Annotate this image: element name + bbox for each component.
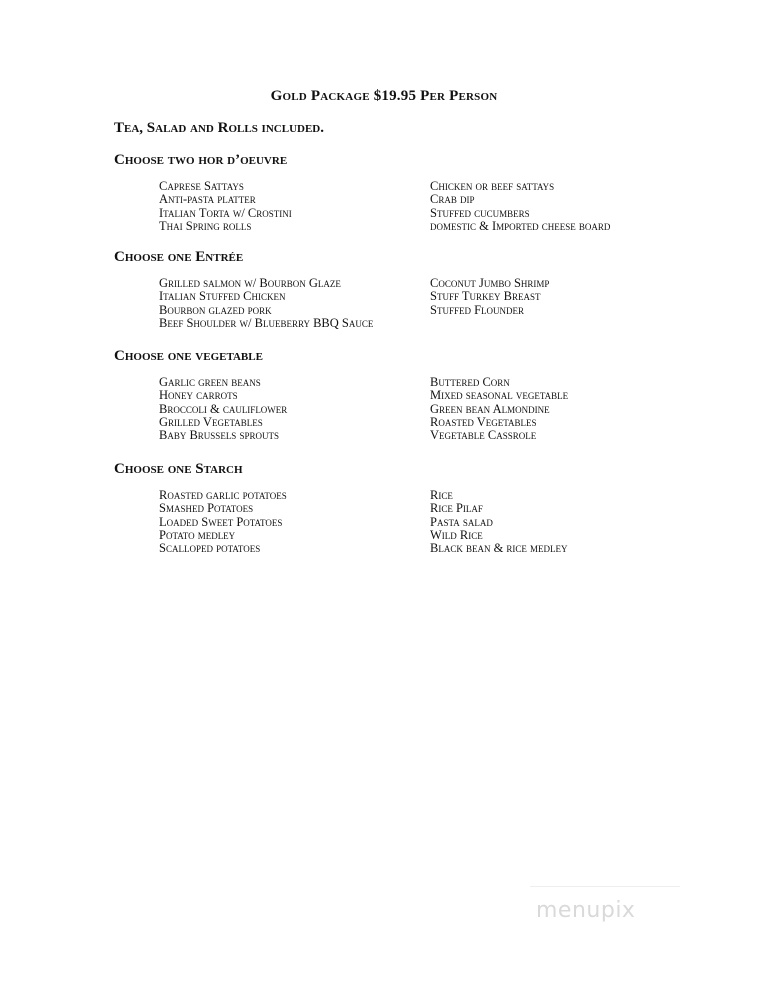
section-heading: Choose one Entrée — [114, 249, 244, 265]
menu-item: Potato medley — [159, 527, 236, 542]
right-column — [430, 489, 690, 555]
menu-item: Italian Torta w/ Crostini — [159, 205, 292, 220]
menu-item: Rice — [430, 488, 453, 502]
menu-item: Stuff Turkey Breast — [430, 289, 541, 304]
left-column — [159, 489, 419, 555]
section-heading: Choose one vegetable — [114, 348, 263, 364]
menu-item: Pasta salad — [430, 514, 493, 529]
menu-item: Thai Spring rolls — [159, 218, 252, 233]
menu-item: Caprese Sattays — [159, 179, 244, 193]
menu-item: Honey carrots — [159, 388, 238, 403]
section-entree — [114, 247, 674, 330]
menu-item: Black bean & rice medley — [430, 541, 568, 556]
menu-item: Crab dip — [430, 192, 475, 207]
package-intro: Tea, Salad and Rolls included. — [114, 120, 324, 136]
menu-item: Loaded Sweet Potatoes — [159, 514, 283, 529]
menu-item: Stuffed cucumbers — [430, 205, 530, 220]
menu-item: Garlic green beans — [159, 375, 261, 389]
menu-item: Italian Stuffed Chicken — [159, 289, 286, 304]
menu-item: Stuffed Flounder — [430, 302, 525, 317]
right-column — [430, 277, 690, 317]
menu-item: Rice Pilaf — [430, 501, 483, 516]
menu-item: Bourbon glazed pork — [159, 302, 272, 317]
section-hors-doeuvre — [114, 150, 674, 233]
left-column — [159, 376, 419, 442]
menu-item: Wild Rice — [430, 527, 483, 542]
right-column — [430, 376, 690, 442]
menu-item: Buttered Corn — [430, 375, 510, 389]
menu-item: domestic & Imported cheese board — [430, 218, 611, 233]
menu-item: Anti-pasta platter — [159, 192, 256, 207]
menu-item: Grilled Vegetables — [159, 414, 263, 429]
menu-item: Beef Shoulder w/ Blueberry BBQ Sauce — [159, 315, 374, 330]
left-column — [159, 277, 419, 330]
package-title: Gold Package $19.95 Per Person — [270, 88, 498, 104]
menu-item: Vegetable Cassrole — [430, 428, 537, 443]
menu-item: Coconut Jumbo Shrimp — [430, 276, 550, 290]
section-vegetable — [114, 346, 674, 443]
section-heading: Choose one Starch — [114, 461, 243, 477]
menu-item: Roasted Vegetables — [430, 414, 537, 429]
menu-item: Grilled salmon w/ Bourbon Glaze — [159, 276, 341, 290]
watermark-divider — [530, 886, 680, 887]
section-heading: Choose two hor d’oeuvre — [114, 152, 288, 168]
menu-item: Baby Brussels sprouts — [159, 428, 279, 443]
left-column — [159, 180, 419, 233]
menu-item: Chicken or beef sattays — [430, 179, 555, 193]
menu-item: Scalloped potatoes — [159, 541, 261, 556]
menu-item: Roasted garlic potatoes — [159, 488, 287, 502]
section-starch — [114, 459, 674, 556]
menu-item: Green bean Almondine — [430, 401, 550, 416]
menu-item: Mixed seasonal vegetable — [430, 388, 569, 403]
right-column — [430, 180, 690, 233]
watermark-logo: menupix — [536, 898, 636, 923]
menu-item: Smashed Potatoes — [159, 501, 254, 516]
menu-item: Broccoli & cauliflower — [159, 401, 288, 416]
